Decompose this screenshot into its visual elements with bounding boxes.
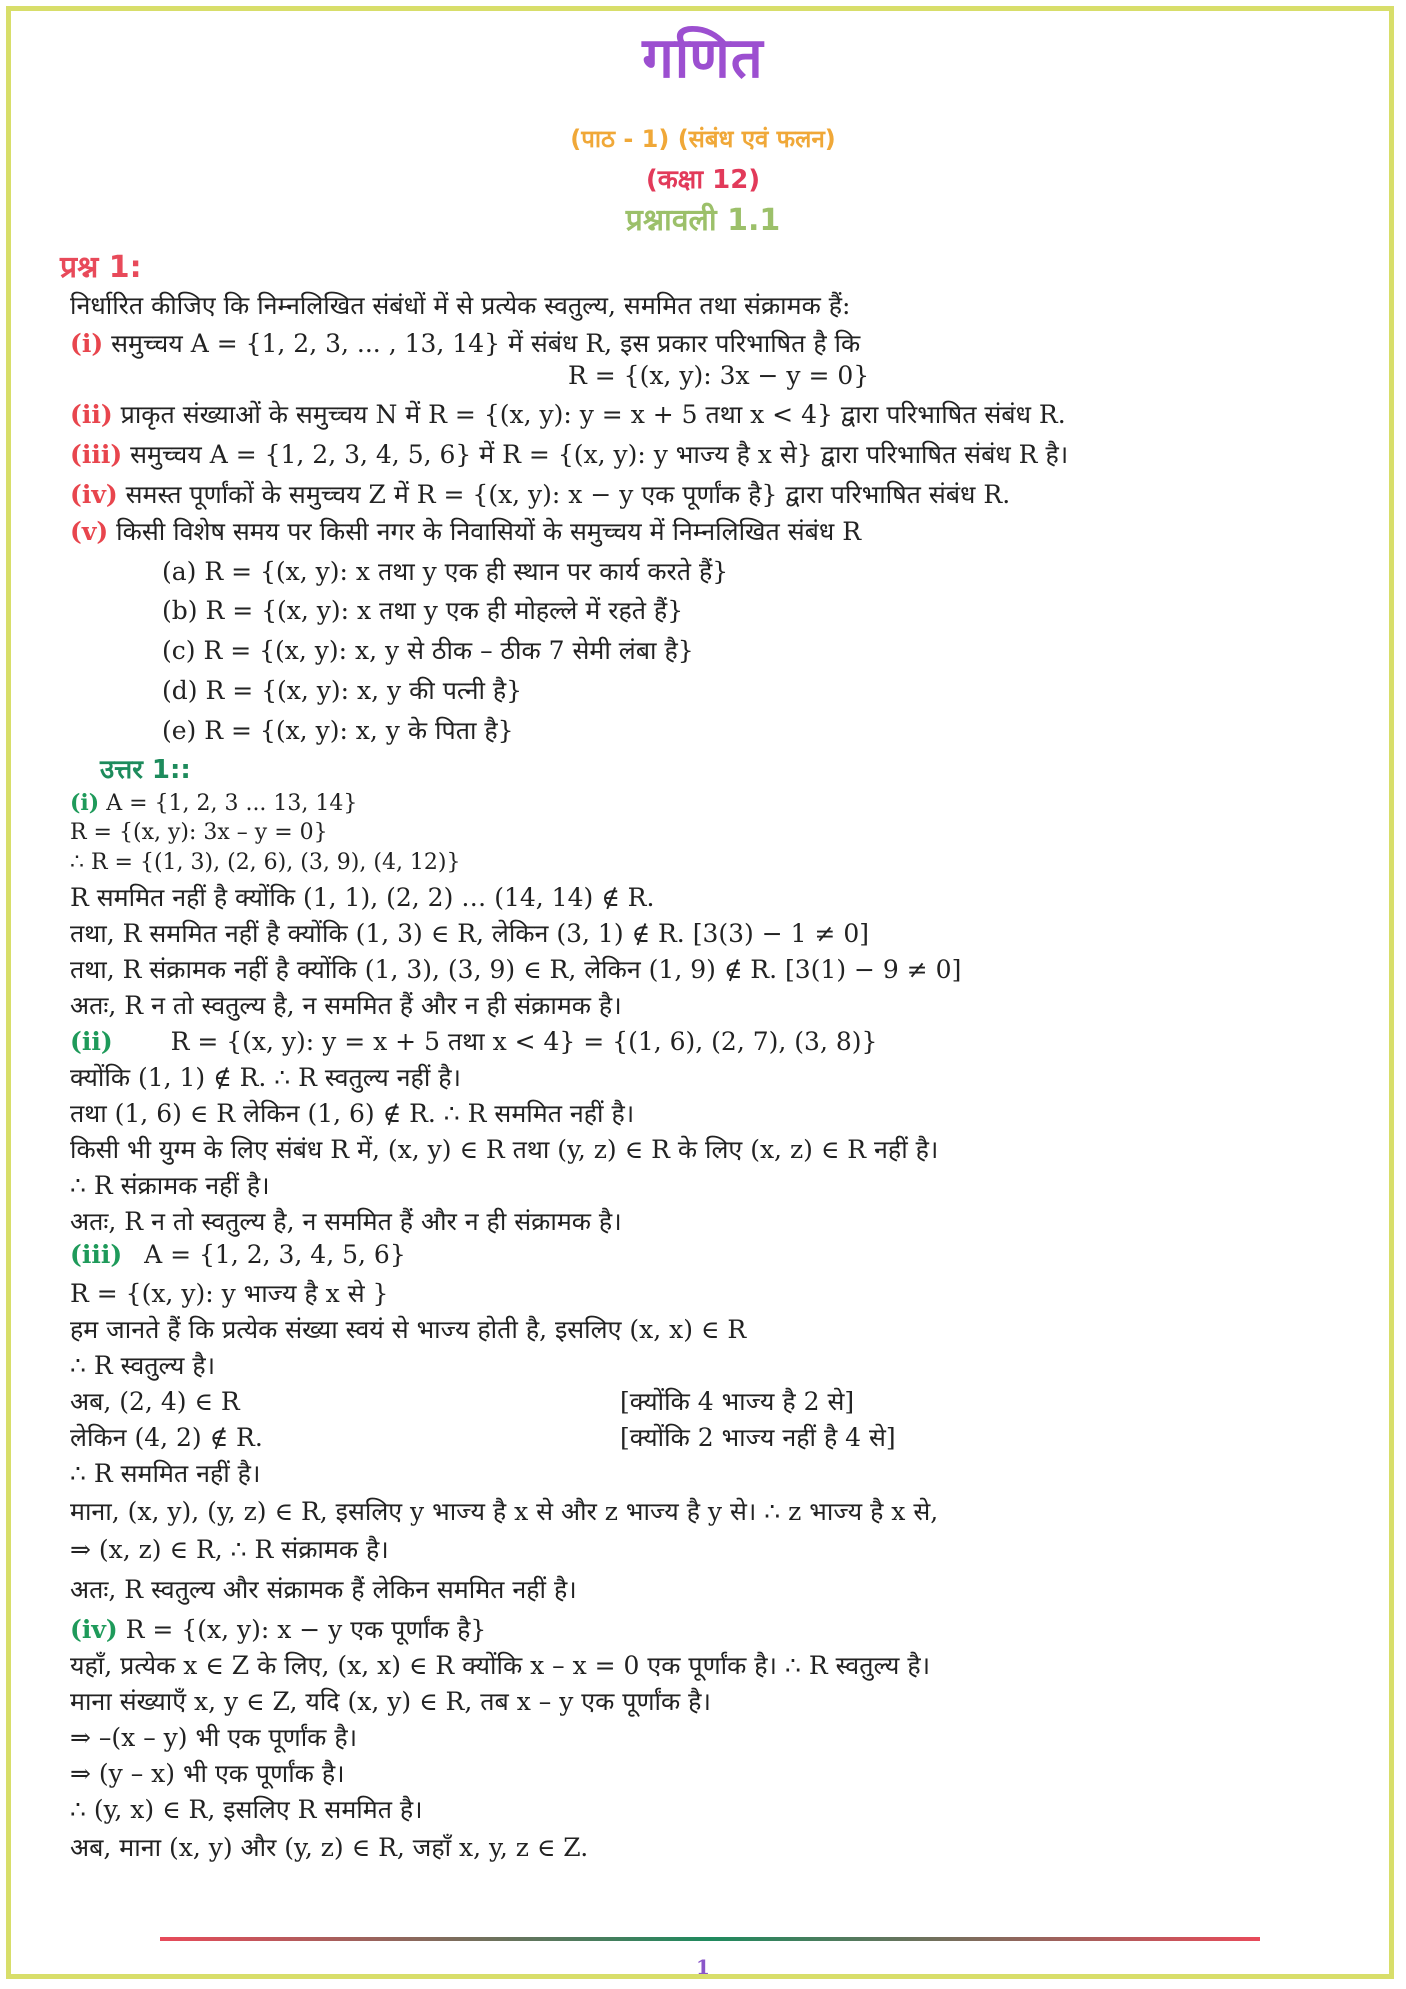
part-text: समुच्चय A = {1, 2, 3, 4, 5, 6} में R = {(x, y): y भाज्य है x से} द्वारा परिभाषित संबंध R है। bbox=[130, 440, 1069, 469]
part-text: प्राकृत संख्याओं के समुच्चय N में R = {(x, y): y = x + 5 तथा x < 4} द्वारा परिभाषित संबंध R. bbox=[120, 400, 1066, 429]
answer-line: A = {1, 2, 3, 4, 5, 6} bbox=[144, 1240, 406, 1269]
subpart-c: (c) R = {(x, y): x, y से ठीक – ठीक 7 सेमी लंबा है} bbox=[162, 636, 694, 665]
class-label: (कक्षा 12) bbox=[645, 165, 761, 195]
answer-line: R = {(x, y): x − y एक पूर्णांक है} bbox=[125, 1615, 487, 1644]
subpart-a: (a) R = {(x, y): x तथा y एक ही स्थान पर कार्य करते हैं} bbox=[162, 557, 729, 586]
answer-line: R सममित नहीं है क्योंकि (1, 1), (2, 2) … (14, 14) ∉ R. bbox=[70, 883, 655, 912]
answer-line: क्योंकि (1, 1) ∉ R. ∴ R स्वतुल्य नहीं है। bbox=[70, 1063, 461, 1092]
question-heading: प्रश्न 1: bbox=[60, 250, 142, 285]
part-label: (ii) bbox=[70, 1027, 113, 1056]
answer-line: A = {1, 2, 3 ... 13, 14} bbox=[106, 791, 358, 816]
answer-line: तथा (1, 6) ∈ R लेकिन (1, 6) ∉ R. ∴ R सममित नहीं है। bbox=[70, 1099, 635, 1128]
part-label: (iii) bbox=[70, 440, 123, 469]
page-number: 1 bbox=[696, 1955, 710, 1979]
part-text: समुच्चय A = {1, 2, 3, ... , 13, 14} में संबंध R, इस प्रकार परिभाषित है कि bbox=[111, 329, 861, 358]
part-label: (iii) bbox=[70, 1240, 123, 1269]
answer-line: ⇒ (x, z) ∈ R, ∴ R संक्रामक है। bbox=[70, 1535, 389, 1564]
answer-line: अब, माना (x, y) और (y, z) ∈ R, जहाँ x, y, z ∈ Z. bbox=[70, 1833, 589, 1862]
part-label: (ii) bbox=[70, 400, 113, 429]
part-label: (i) bbox=[70, 329, 104, 358]
subpart-d: (d) R = {(x, y): x, y की पत्नी है} bbox=[162, 676, 523, 705]
subpart-b: (b) R = {(x, y): x तथा y एक ही मोहल्ले में रहते हैं} bbox=[162, 596, 684, 625]
answer-part-i bbox=[70, 790, 357, 816]
answer-line: ∴ R स्वतुल्य है। bbox=[70, 1351, 216, 1380]
answer-line: ∴ R सममित नहीं है। bbox=[70, 1459, 261, 1488]
question-part-i bbox=[70, 326, 860, 360]
answer-line: लेकिन (4, 2) ∉ R. bbox=[70, 1423, 263, 1452]
question-part-iii bbox=[70, 437, 1068, 471]
answer-line: ⇒ –(x – y) भी एक पूर्णांक है। bbox=[70, 1723, 358, 1752]
answer-line: अतः, R स्वतुल्य और संक्रामक हैं लेकिन सममित नहीं है। bbox=[70, 1575, 577, 1604]
question-part-ii bbox=[70, 397, 1066, 431]
answer-line: अतः, R न तो स्वतुल्य है, न सममित हैं और न ही संक्रामक है। bbox=[70, 1207, 622, 1236]
answer-line: तथा, R संक्रामक नहीं है क्योंकि (1, 3), (3, 9) ∈ R, लेकिन (1, 9) ∉ R. [3(1) − 9 ≠ 0] bbox=[70, 955, 962, 984]
answer-line: माना संख्याएँ x, y ∈ Z, यदि (x, y) ∈ R, तब x – y एक पूर्णांक है। bbox=[70, 1687, 711, 1716]
subpart-e: (e) R = {(x, y): x, y के पिता है} bbox=[162, 716, 514, 745]
chapter-title: (पाठ - 1) (संबंध एवं फलन) bbox=[570, 125, 836, 153]
part-label: (v) bbox=[70, 517, 109, 546]
answer-line: अब, (2, 4) ∈ R bbox=[70, 1387, 240, 1416]
answer-line: R = {(x, y): y भाज्य है x से } bbox=[70, 1279, 389, 1308]
exercise-title: प्रश्नावली 1.1 bbox=[625, 203, 781, 238]
answer-line: ⇒ (y – x) भी एक पूर्णांक है। bbox=[70, 1759, 345, 1788]
answer-line: किसी भी युग्म के लिए संबंध R में, (x, y) ∈ R तथा (y, z) ∈ R के लिए (x, z) ∈ R नहीं है। bbox=[70, 1135, 939, 1164]
answer-part-iv bbox=[70, 1612, 486, 1646]
answer-note: [क्योंकि 4 भाज्य है 2 से] bbox=[620, 1387, 855, 1416]
question-part-iv bbox=[70, 477, 1010, 511]
part-text: किसी विशेष समय पर किसी नगर के निवासियों के समुच्चय में निम्नलिखित संबंध R bbox=[116, 517, 862, 546]
answer-line: ∴ (y, x) ∈ R, इसलिए R सममित है। bbox=[70, 1795, 423, 1824]
question-part-v bbox=[70, 514, 861, 548]
answer-line: हम जानते हैं कि प्रत्येक संख्या स्वयं से भाज्य होती है, इसलिए (x, x) ∈ R bbox=[70, 1315, 747, 1344]
answer-line: माना, (x, y), (y, z) ∈ R, इसलिए y भाज्य है x से और z भाज्य है y से। ∴ z भाज्य है x से, bbox=[70, 1497, 939, 1526]
question-intro: निर्धारित कीजिए कि निम्नलिखित संबंधों में से प्रत्येक स्वतुल्य, सममित तथा संक्रामक हैं: bbox=[70, 291, 851, 320]
answer-line: R = {(x, y): y = x + 5 तथा x < 4} = {(1, 6), (2, 7), (3, 8)} bbox=[170, 1027, 878, 1056]
part-label: (i) bbox=[70, 790, 100, 816]
part-label: (iv) bbox=[70, 1615, 118, 1644]
answer-line: तथा, R सममित नहीं है क्योंकि (1, 3) ∈ R, लेकिन (3, 1) ∉ R. [3(3) − 1 ≠ 0] bbox=[70, 919, 870, 948]
answer-line: R = {(x, y): 3x – y = 0} bbox=[70, 820, 328, 845]
answer-line: ∴ R = {(1, 3), (2, 6), (3, 9), (4, 12)} bbox=[70, 850, 461, 875]
answer-part-ii bbox=[70, 1024, 877, 1058]
relation-formula: R = {(x, y): 3x − y = 0} bbox=[568, 361, 870, 390]
part-text: समस्त पूर्णांकों के समुच्चय Z में R = {(x, y): x − y एक पूर्णांक है} द्वारा परिभाषित संबंध R. bbox=[125, 480, 1011, 509]
part-label: (iv) bbox=[70, 480, 118, 509]
answer-heading: उत्तर 1:: bbox=[100, 755, 191, 785]
answer-note: [क्योंकि 2 भाज्य नहीं है 4 से] bbox=[620, 1423, 896, 1452]
answer-line: ∴ R संक्रामक नहीं है। bbox=[70, 1171, 270, 1200]
page-title: गणित bbox=[642, 26, 764, 91]
footer-divider bbox=[160, 1937, 1260, 1941]
answer-part-iii bbox=[70, 1240, 406, 1269]
answer-line: यहाँ, प्रत्येक x ∈ Z के लिए, (x, x) ∈ R क्योंकि x – x = 0 एक पूर्णांक है। ∴ R स्वतुल्य है। bbox=[70, 1651, 931, 1680]
answer-line: अतः, R न तो स्वतुल्य है, न सममित हैं और न ही संक्रामक है। bbox=[70, 991, 622, 1020]
